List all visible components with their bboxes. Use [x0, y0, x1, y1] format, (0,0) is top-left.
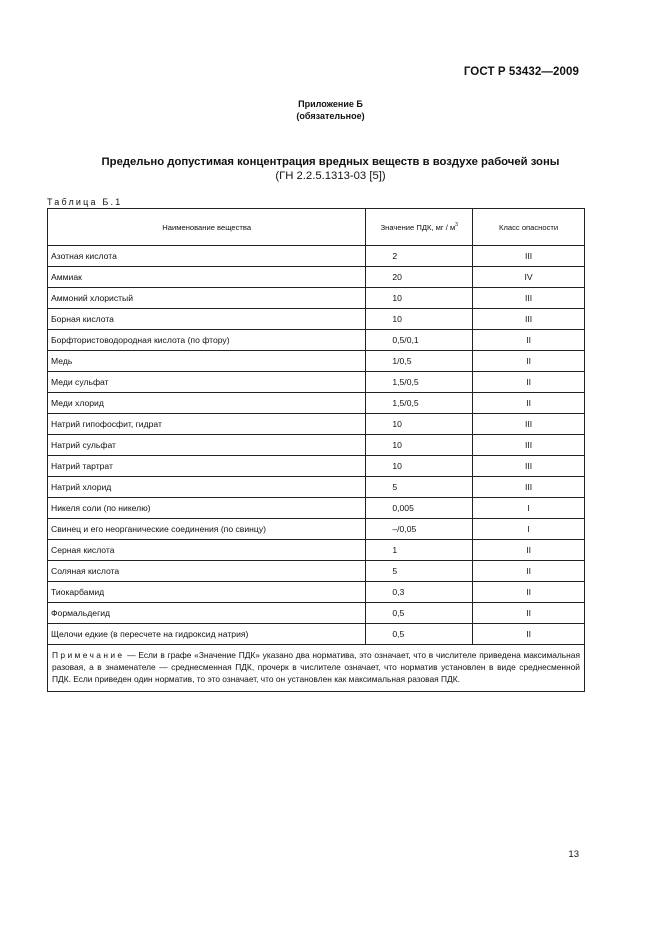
table-row: [48, 435, 585, 456]
substance-name-cell: Медь: [48, 351, 366, 372]
table-header-row: [48, 209, 585, 246]
hazard-class-cell: II: [473, 624, 585, 645]
title-reference: (ГН 2.2.5.1313-03 [5]): [275, 170, 386, 182]
hazard-class-cell: II: [473, 372, 585, 393]
pdk-value-cell: 1/0,5: [366, 351, 473, 372]
hazard-class-cell: III: [473, 435, 585, 456]
substance-name-cell: Щелочи едкие (в пересчете на гидроксид натрия): [48, 624, 366, 645]
hazard-class-cell: II: [473, 540, 585, 561]
hazard-class-cell: II: [473, 603, 585, 624]
hazard-class-cell: IV: [473, 267, 585, 288]
table-row: [48, 330, 585, 351]
substance-name-cell: Борфтористоводородная кислота (по фтору): [48, 330, 366, 351]
pdk-value-cell: 10: [366, 309, 473, 330]
table-row: [48, 309, 585, 330]
hazard-class-cell: III: [473, 477, 585, 498]
column-header-pdk-superscript: 3: [455, 222, 458, 228]
pdk-value-cell: 0,005: [366, 498, 473, 519]
table-row: [48, 288, 585, 309]
table-row: [48, 414, 585, 435]
pdk-value-cell: –/0,05: [366, 519, 473, 540]
page-title: [0, 155, 661, 183]
pdk-value-cell: 5: [366, 561, 473, 582]
hazard-class-cell: II: [473, 393, 585, 414]
pdk-value-cell: 1,5/0,5: [366, 372, 473, 393]
pdk-value-cell: 10: [366, 456, 473, 477]
substance-name-cell: Натрий сульфат: [48, 435, 366, 456]
substance-name-cell: Аммиак: [48, 267, 366, 288]
hazard-class-cell: I: [473, 519, 585, 540]
pdk-value-cell: 5: [366, 477, 473, 498]
substance-name-cell: Свинец и его неорганические соединения (по свинцу): [48, 519, 366, 540]
pdk-table: [47, 208, 585, 692]
note-text: — Если в графе «Значение ПДК» указано два норматива, это означает, что в числителе приведена максимальная разовая, а в знаменателе — среднесменная ПДК, прочерк в числителе означает, что норматив установлен в виде среднесменной ПДК. Если приведен один норматив, то это означает, что он установлен как максимальная разовая ПДК.: [52, 650, 580, 685]
substance-name-cell: Аммоний хлористый: [48, 288, 366, 309]
table-row: [48, 372, 585, 393]
substance-name-cell: Тиокарбамид: [48, 582, 366, 603]
substance-name-cell: Натрий хлорид: [48, 477, 366, 498]
table-row: [48, 561, 585, 582]
table-row: [48, 603, 585, 624]
document-code: ГОСТ Р 53432—2009: [463, 66, 579, 78]
note-label: Примечание: [52, 650, 125, 660]
column-header-name: Наименование вещества: [48, 209, 366, 246]
table-row: [48, 246, 585, 267]
pdk-value-cell: 1: [366, 540, 473, 561]
table-note: [48, 645, 585, 692]
substance-name-cell: Борная кислота: [48, 309, 366, 330]
pdk-value-cell: 0,3: [366, 582, 473, 603]
appendix-heading: [0, 98, 661, 122]
pdk-value-cell: 0,5/0,1: [366, 330, 473, 351]
table-row: [48, 477, 585, 498]
page-number: 13: [568, 849, 579, 860]
hazard-class-cell: II: [473, 330, 585, 351]
table-row: [48, 267, 585, 288]
substance-name-cell: Азотная кислота: [48, 246, 366, 267]
appendix-label: Приложение Б: [298, 99, 363, 109]
hazard-class-cell: III: [473, 288, 585, 309]
column-header-pdk-text: Значение ПДК, мг / м: [380, 223, 456, 232]
column-header-class: Класс опасности: [473, 209, 585, 246]
hazard-class-cell: II: [473, 582, 585, 603]
pdk-value-cell: 10: [366, 288, 473, 309]
table-row: [48, 498, 585, 519]
hazard-class-cell: II: [473, 351, 585, 372]
appendix-status: (обязательное): [296, 111, 365, 121]
table-row: [48, 456, 585, 477]
pdk-value-cell: 0,5: [366, 624, 473, 645]
pdk-value-cell: 2: [366, 246, 473, 267]
pdk-value-cell: 10: [366, 435, 473, 456]
table-row: [48, 519, 585, 540]
pdk-value-cell: 20: [366, 267, 473, 288]
substance-name-cell: Натрий гипофосфит, гидрат: [48, 414, 366, 435]
table-row: [48, 582, 585, 603]
hazard-class-cell: III: [473, 414, 585, 435]
pdk-value-cell: 10: [366, 414, 473, 435]
substance-name-cell: Серная кислота: [48, 540, 366, 561]
substance-name-cell: Натрий тартрат: [48, 456, 366, 477]
title-main: Предельно допустимая концентрация вредных веществ в воздухе рабочей зоны: [101, 156, 560, 168]
hazard-class-cell: II: [473, 561, 585, 582]
pdk-value-cell: 0,5: [366, 603, 473, 624]
hazard-class-cell: III: [473, 309, 585, 330]
table-row: [48, 351, 585, 372]
substance-name-cell: Никеля соли (по никелю): [48, 498, 366, 519]
column-header-pdk: [366, 209, 473, 246]
table-caption: Таблица Б.1: [47, 197, 123, 207]
table-body: [48, 246, 585, 645]
table-row: [48, 393, 585, 414]
substance-name-cell: Формальдегид: [48, 603, 366, 624]
table-note-row: [48, 645, 585, 692]
pdk-value-cell: 1,5/0,5: [366, 393, 473, 414]
hazard-class-cell: I: [473, 498, 585, 519]
substance-name-cell: Меди хлорид: [48, 393, 366, 414]
hazard-class-cell: III: [473, 456, 585, 477]
table-row: [48, 540, 585, 561]
hazard-class-cell: III: [473, 246, 585, 267]
substance-name-cell: Меди сульфат: [48, 372, 366, 393]
substance-name-cell: Соляная кислота: [48, 561, 366, 582]
table-row: [48, 624, 585, 645]
